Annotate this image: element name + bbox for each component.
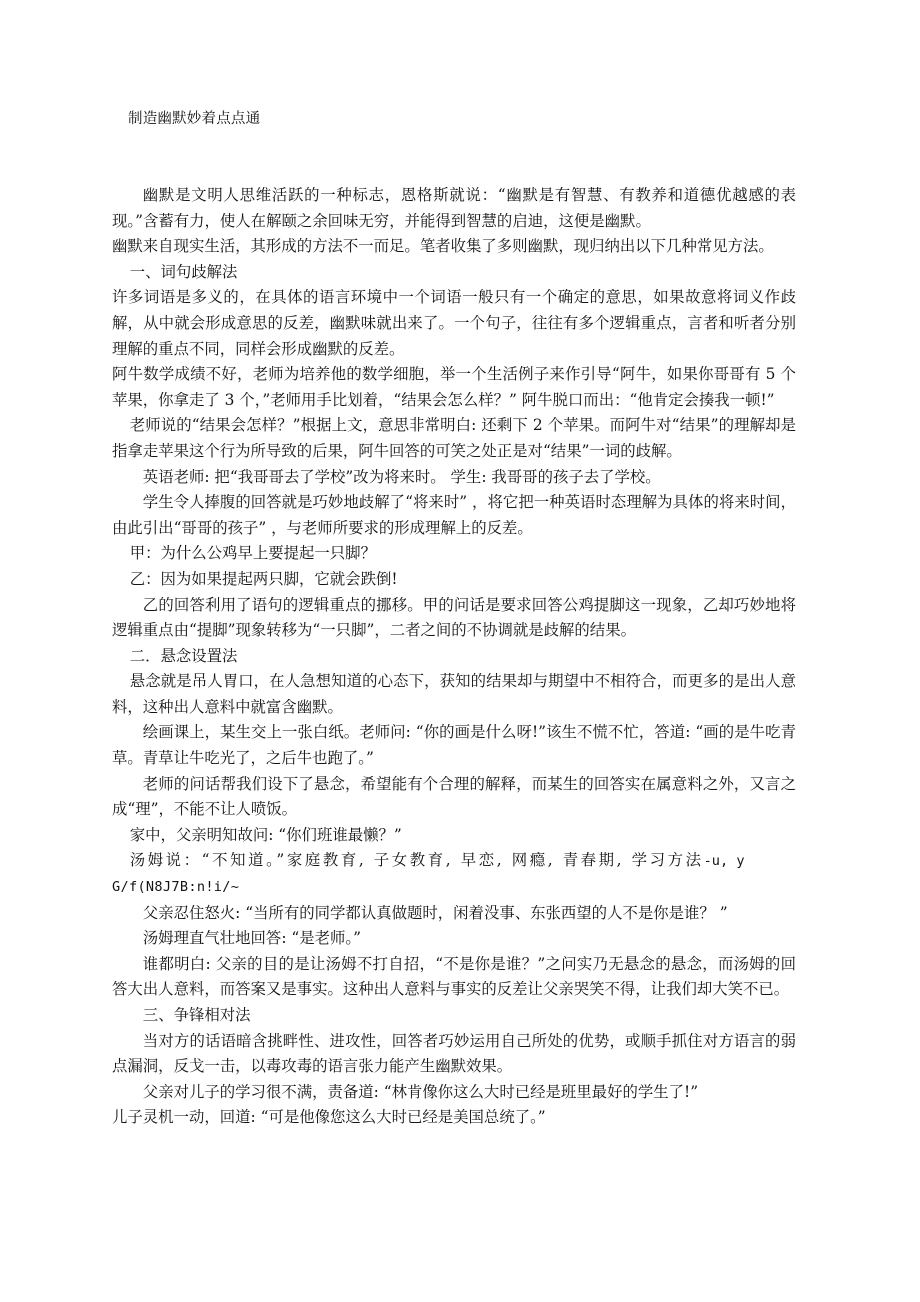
paragraph-dialogue-jia: 甲：为什么公鸡早上要提起一只脚？ bbox=[129, 544, 376, 563]
paragraph-3-19: 当对方的话语暗含挑畔性、进攻性，回答者巧妙运用自己所处的优势，或顺手抓住对方语言的弱点漏洞，反戈一击，以毒攻毒的语言张力能产生幽默效果。 bbox=[112, 1031, 796, 1076]
paragraph-1-6: 英语老师: 把“我哥哥去了学校”改为将来时。 学生: 我哥哥的孩子去了学校。 bbox=[142, 467, 661, 486]
document-body bbox=[112, 183, 796, 1131]
paragraph-1-4: 阿牛数学成绩不好，老师为培养他的数学细胞，举一个生活例子来作引导“阿牛，如果你哥哥有 5 个苹果，你拿走了 3 个，”老师用手比划着，“结果会怎么样？” 阿牛脱口而出：“他肯定会揍我一顿!” bbox=[112, 365, 796, 409]
paragraph-3-20: 父亲对儿子的学习很不满，责备道: “林肯像你这么大时已经是班里最好的学生了!” bbox=[142, 1082, 699, 1101]
paragraph-1-3: 许多词语是多义的，在具体的语言环境中一个词语一般只有一个确定的意思，如果故意将词义作歧解，从中就会形成意思的反差，幽默味就出来了。一个句子，往往有多个逻辑重点，言者和听者分别理解的重点不同，同样会形成幽默的反差。 bbox=[112, 288, 796, 358]
section-heading-1: 一、词句歧解法 bbox=[129, 262, 238, 281]
paragraph-intro-2: 幽默来自现实生活，其形成的方法不一而足。笔者收集了多则幽默，现归纳出以下几种常见方法。 bbox=[112, 237, 774, 256]
paragraph-2-12: 绘画课上，某生交上一张白纸。老师问: “你的画是什么呀!”该生不慌不忙，答道: “画的是牛吃青草。青草让牛吃光了，之后牛也跑了。” bbox=[112, 723, 796, 768]
paragraph-2-18: 谁都明白: 父亲的目的是让汤姆不打自招，“不是你是谁？”之问实乃无悬念的悬念，而汤姆的回答大出人意料，而答案又是事实。这种出人意料与事实的反差让父亲哭笑不得，让我们却大笑不已。 bbox=[112, 954, 796, 999]
paragraph-2-15-garbled bbox=[112, 848, 796, 875]
paragraph-intro-1: 幽默是文明人思维活跃的一种标志，恩格斯就说：“幽默是有智慧、有教养和道德优越感的表现。”含蓄有力，使人在解颐之余回味无穷，并能得到智慧的启迪，这便是幽默。 bbox=[112, 186, 796, 230]
paragraph-2-11: 悬念就是吊人胃口，在人急想知道的心态下，获知的结果却与期望中不相符合，而更多的是出人意料，这种出人意料中就富含幽默。 bbox=[112, 672, 796, 716]
paragraph-3-21: 儿子灵机一动，回道: “可是他像您这么大时已经是美国总统了。” bbox=[112, 1108, 546, 1127]
section-heading-3: 三、争锋相对法 bbox=[142, 1006, 251, 1024]
paragraph-2-14: 家中，父亲明知故问: “你们班谁最懒？” bbox=[129, 825, 402, 844]
paragraph-1-7: 学生令人捧腹的回答就是巧妙地歧解了“将来时” ，将它把一种英语时态理解为具体的将来时间，由此引出“哥哥的孩子” ，与老师所要求的形成理解上的反差。 bbox=[112, 493, 796, 537]
section-heading-2: 二．悬念设置法 bbox=[129, 646, 238, 665]
paragraph-2-17: 汤姆理直气壮地回答: “是老师。” bbox=[142, 929, 361, 948]
paragraph-2-13: 老师的问话帮我们设下了悬念，希望能有个合理的解释，而某生的回答实在属意料之外，又言之成“理”，不能不让人喷饭。 bbox=[112, 774, 796, 819]
paragraph-1-5: 老师说的“结果会怎样？”根据上文，意思非常明白: 还剩下 2 个苹果。而阿牛对“结果”的理解却是指拿走苹果这个行为所导致的后果，阿牛回答的可笑之处正是对“结果”一词的歧解。 bbox=[112, 416, 796, 460]
garbled-line: G/f(N8J7B:n!i/~ bbox=[112, 879, 240, 896]
paragraph-2-15-text: 汤姆说：“不知道。”家庭教育, 子女教育, 早恋, 网瘾, 青春期, 学习方法 bbox=[129, 851, 704, 870]
paragraph-1-10: 乙的回答利用了语句的逻辑重点的挪移。甲的问话是要求回答公鸡提脚这一现象，乙却巧妙地将逻辑重点由“提脚”现象转移为“一只脚”，二者之间的不协调就是歧解的结果。 bbox=[112, 595, 796, 640]
garbled-tail: -u, y bbox=[703, 853, 745, 870]
page-title: 制造幽默妙着点点通 bbox=[128, 111, 261, 127]
paragraph-dialogue-yi: 乙：因为如果提起两只脚，它就会跌倒! bbox=[129, 569, 398, 588]
paragraph-2-16: 父亲忍住怒火: “当所有的同学都认真做题时，闲着没事、东张西望的人不是你是谁？ ” bbox=[142, 903, 728, 922]
